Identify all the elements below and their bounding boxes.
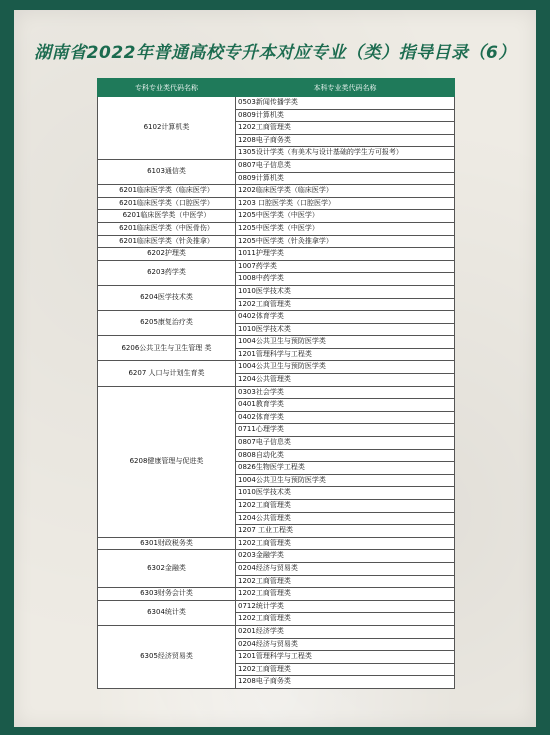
benke-cell: 1202工商管理类 [236, 613, 455, 626]
header-benke: 本科专业类代码名称 [236, 79, 455, 97]
table-row [98, 97, 455, 110]
zhuanke-cell: 6201临床医学类（临床医学） [98, 185, 236, 198]
benke-cell: 1205中医学类（中医学） [236, 222, 455, 235]
table-row [98, 550, 455, 563]
zhuanke-cell: 6305经济贸易类 [98, 625, 236, 688]
table-row [98, 159, 455, 172]
benke-cell: 1201管理科学与工程类 [236, 348, 455, 361]
benke-cell: 0712统计学类 [236, 600, 455, 613]
benke-cell: 1208电子商务类 [236, 134, 455, 147]
benke-cell: 0402体育学类 [236, 311, 455, 324]
zhuanke-cell: 6201临床医学类（中医骨伤） [98, 222, 236, 235]
benke-cell: 0808自动化类 [236, 449, 455, 462]
benke-cell: 0204经济与贸易类 [236, 562, 455, 575]
benke-cell: 1205中医学类（针灸推拿学） [236, 235, 455, 248]
table-row [98, 185, 455, 198]
zhuanke-cell: 6201临床医学类（口腔医学） [98, 197, 236, 210]
table-row [98, 361, 455, 374]
benke-cell: 1008中药学类 [236, 273, 455, 286]
zhuanke-cell: 6103通信类 [98, 159, 236, 184]
zhuanke-cell: 6204医学技术类 [98, 285, 236, 310]
benke-cell: 1203 口腔医学类（口腔医学） [236, 197, 455, 210]
table-row [98, 336, 455, 349]
zhuanke-cell: 6202护理类 [98, 248, 236, 261]
benke-cell: 1202工商管理类 [236, 500, 455, 513]
benke-cell: 1010医学技术类 [236, 487, 455, 500]
benke-cell: 1204公共管理类 [236, 512, 455, 525]
table-body [98, 97, 455, 689]
table-row [98, 235, 455, 248]
page-title: 湖南省2022年普通高校专升本对应专业（类）指导目录（6） [34, 43, 516, 63]
table-row [98, 285, 455, 298]
benke-cell: 1208电子商务类 [236, 676, 455, 689]
zhuanke-cell: 6201临床医学类（中医学） [98, 210, 236, 223]
zhuanke-cell: 6303财务会计类 [98, 588, 236, 601]
table-row [98, 600, 455, 613]
zhuanke-cell: 6102计算机类 [98, 97, 236, 160]
benke-cell: 1202工商管理类 [236, 122, 455, 135]
benke-cell: 1207 工业工程类 [236, 525, 455, 538]
zhuanke-cell: 6205康复治疗类 [98, 311, 236, 336]
benke-cell: 1004公共卫生与预防医学类 [236, 336, 455, 349]
table-row [98, 588, 455, 601]
benke-cell: 0809计算机类 [236, 109, 455, 122]
benke-cell: 0807电子信息类 [236, 159, 455, 172]
zhuanke-cell: 6304统计类 [98, 600, 236, 625]
zhuanke-cell: 6207 人口与计划生育类 [98, 361, 236, 386]
benke-cell: 0303社会学类 [236, 386, 455, 399]
zhuanke-cell: 6206公共卫生与卫生管理 类 [98, 336, 236, 361]
benke-cell: 0826生物医学工程类 [236, 462, 455, 475]
benke-cell: 1204公共管理类 [236, 374, 455, 387]
table-row [98, 210, 455, 223]
benke-cell: 1201管理科学与工程类 [236, 651, 455, 664]
benke-cell: 0807电子信息类 [236, 437, 455, 450]
benke-cell: 0402体育学类 [236, 411, 455, 424]
major-mapping-table [97, 78, 455, 689]
benke-cell: 1205中医学类（中医学） [236, 210, 455, 223]
benke-cell: 1010医学技术类 [236, 285, 455, 298]
benke-cell: 1004公共卫生与预防医学类 [236, 361, 455, 374]
benke-cell: 1202工商管理类 [236, 298, 455, 311]
benke-cell: 1004公共卫生与预防医学类 [236, 474, 455, 487]
table-row [98, 260, 455, 273]
table-row [98, 197, 455, 210]
major-mapping-table-container [97, 78, 454, 689]
benke-cell: 1202临床医学类（临床医学） [236, 185, 455, 198]
zhuanke-cell: 6302金融类 [98, 550, 236, 588]
table-header-row [98, 79, 455, 97]
table-row [98, 537, 455, 550]
benke-cell: 0809计算机类 [236, 172, 455, 185]
header-zhuanke: 专科专业类代码名称 [98, 79, 236, 97]
benke-cell: 1202工商管理类 [236, 588, 455, 601]
benke-cell: 1007药学类 [236, 260, 455, 273]
table-row [98, 625, 455, 638]
benke-cell: 1202工商管理类 [236, 537, 455, 550]
table-row [98, 248, 455, 261]
benke-cell: 0201经济学类 [236, 625, 455, 638]
benke-cell: 0203金融学类 [236, 550, 455, 563]
benke-cell: 1011护理学类 [236, 248, 455, 261]
benke-cell: 0204经济与贸易类 [236, 638, 455, 651]
benke-cell: 1305设计学类（有美术与设计基础的学生方可报考） [236, 147, 455, 160]
zhuanke-cell: 6203药学类 [98, 260, 236, 285]
benke-cell: 1202工商管理类 [236, 575, 455, 588]
benke-cell: 0711心理学类 [236, 424, 455, 437]
benke-cell: 0401教育学类 [236, 399, 455, 412]
table-row [98, 222, 455, 235]
table-row [98, 386, 455, 399]
benke-cell: 1202工商管理类 [236, 663, 455, 676]
zhuanke-cell: 6301财政税务类 [98, 537, 236, 550]
zhuanke-cell: 6208健康管理与促进类 [98, 386, 236, 537]
zhuanke-cell: 6201临床医学类（针灸推拿） [98, 235, 236, 248]
benke-cell: 0503新闻传播学类 [236, 97, 455, 110]
benke-cell: 1010医学技术类 [236, 323, 455, 336]
table-row [98, 311, 455, 324]
